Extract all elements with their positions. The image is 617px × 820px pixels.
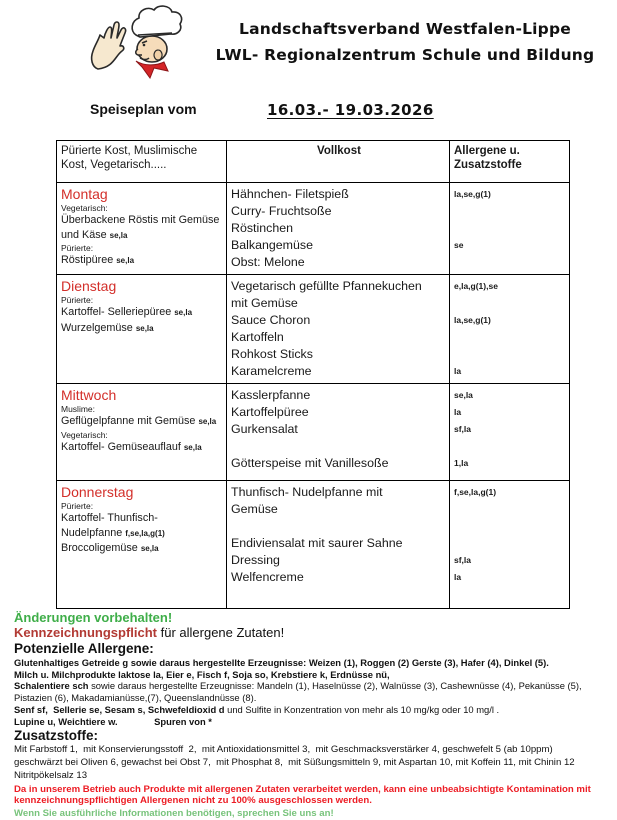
diet-type-label: Vegetarisch: [61,203,108,213]
dish-line: Dressing [231,553,280,567]
allergen-code-line [454,438,567,455]
chef-logo [84,5,196,79]
day-label: Mittwoch [61,387,117,403]
dish-line: Röstinchen [231,221,293,235]
header-vollkost: Vollkost [227,141,450,183]
allergen-code-line [454,203,567,220]
diet-type-label: Pürierte: [61,243,94,253]
special-diets-cell [57,275,227,384]
special-diets-cell [57,384,227,481]
allergen-code-line: se [454,240,464,250]
allergen-code-line: sf,la [454,555,472,565]
org-title-line2: LWL- Regionalzentrum Schule und Bildung [215,46,595,64]
changes-note: Änderungen vorbehalten! [14,610,173,625]
day-label: Dienstag [61,278,117,294]
dish-line: Gemüse [231,502,278,516]
day-label: Montag [61,186,108,202]
additive-legend-line: geschwärzt bei Oliven 6, gewachst bei Obst 7, mit Phosphat 8, mit Süßungsmitteln 9, mit Aspartan 10, mit Koffein 11, mit Chinin 12 [14,757,575,769]
allergen-code-line [454,295,567,312]
allergen-code-line [454,535,567,552]
allergen-code: se,la [135,323,154,333]
diet-dish: Wurzelgemüse se,la [61,321,154,334]
menu-table-body [57,183,570,609]
day-label: Donnerstag [61,484,134,500]
allergen-code: se,la [109,230,128,240]
allergen-code-line [454,220,567,237]
labeling-note-bold: Kennzeichnungspflicht [14,625,157,640]
allergens-cell [450,275,570,384]
diet-dish: Geflügelpfanne mit Gemüse se,la [61,415,217,427]
additive-legend-line: Mit Farbstoff 1, mit Konservierungsstoff 2, mit Antioxidationsmittel 3, mit Geschmacksverstärker 4, geschwefelt 5 (ab 10ppm) [14,744,553,756]
diet-type-label: Pürierte: [61,295,94,305]
allergen-code-line: la [454,407,462,417]
allergen-code-line: la [454,366,462,376]
dish-line [231,438,447,455]
allergen-code: f,se,la,g(1) [125,528,165,538]
allergen-code: se,la [116,256,135,265]
dish-line: Endiviensalat mit saurer Sahne [231,536,403,550]
diet-dish: Kartoffel- Selleriepüree se,la [61,306,193,318]
allergen-code: se,la [174,308,193,317]
allergen-code: se,la [140,544,159,553]
menu-row-dienstag [57,275,570,384]
vollkost-cell [227,183,450,275]
allergen-code-line: sf,la [454,424,472,434]
chef-logo-graphic [84,5,196,79]
additive-legend-line: Nitritpökelsalz 13 [14,769,88,781]
dish-line: Vegetarisch gefüllte Pfannekuchen [231,279,422,293]
allergen-code-line [454,518,567,535]
menu-row-mittwoch [57,384,570,481]
diet-dish: Röstipüree se,la [61,254,135,266]
dish-line: Karamelcreme [231,364,312,378]
diet-type-label: Muslime: [61,404,96,414]
organization-title [215,16,595,68]
diet-dish: Broccoligemüse se,la [61,542,159,554]
additives-heading: Zusatzstoffe: [14,728,98,744]
dish-line: Götterspeise mit Vanillesoße [231,456,389,470]
allergen-legend-line: Schalentiere sch sowie daraus hergestellte Erzeugnisse: Mandeln (1), Haselnüsse (2), Walnüsse (3), Cashewnüsse (4), Pekanüsse (5), Pistazien (6), Makadamianüsse,(7), Queenslandnüsse (8). [14,680,585,704]
allergen-code: se,la [183,442,202,452]
allergen-code-line: la,se,g(1) [454,315,491,325]
allergen-code-line [454,329,567,346]
labeling-note-rest: für allergene Zutaten! [157,625,285,640]
dish-line [231,518,447,535]
allergen-code-line: se,la [454,390,473,400]
allergen-code-line: f,se,la,g(1) [454,487,497,497]
dish-line: Rohkost Sticks [231,347,313,361]
org-title-line1: Landschaftsverband Westfalen-Lippe [239,20,571,38]
allergen-code-line: la [454,572,462,582]
allergen-code: se,la [198,417,217,426]
special-diets-cell [57,481,227,609]
diet-dish: Nudelpfanne f,se,la,g(1) [61,526,165,539]
allergen-code-line: la,se,g(1) [454,189,491,199]
dish-line: Balkangemüse [231,238,313,252]
contamination-warning: Da in unserem Betrieb auch Produkte mit allergenen Zutaten verarbeitet werden, kann eine unbeabsichtigte Kontamination mit kennzeichnungspflichtigen Allergenen nicht zu 100% ausgeschlossen werden. [14,783,591,807]
vollkost-cell [227,481,450,609]
footer-notes [14,610,614,820]
allergens-cell [450,183,570,275]
diet-dish: Kartoffel- Thunfisch- [61,512,158,524]
header-allergens: Allergene u. Zusatzstoffe [450,141,570,183]
dish-line: mit Gemüse [231,296,298,310]
diet-dish: Überbackene Röstis mit Gemüse und Käse se,la [61,214,220,241]
vollkost-cell [227,384,450,481]
diet-dish: Kartoffel- Gemüseauflauf se,la [61,440,202,453]
allergen-legend-line: Glutenhaltiges Getreide g sowie daraus hergestellte Erzeugnisse: Weizen (1), Roggen (2) Gerste (3), Hafer (4), Dinkel (5). [14,657,549,668]
date-range: 16.03.- 19.03.2026 [267,101,434,119]
header-row [57,141,570,183]
special-diets-cell [57,183,227,275]
menu-row-montag [57,183,570,275]
dish-line: Curry- Fruchtsoße [231,204,332,218]
allergen-code-line [454,254,567,271]
allergens-cell [450,481,570,609]
dish-line: Sauce Choron [231,313,311,327]
diet-type-label: Vegetarisch: [61,429,108,440]
dish-line: Obst: Melone [231,255,305,269]
vollkost-cell [227,275,450,384]
diet-type-label: Pürierte: [61,501,94,511]
allergen-code-line [454,346,567,363]
menu-table [56,140,570,609]
dish-line: Kasslerpfanne [231,388,311,402]
dish-line: Gurkensalat [231,422,298,436]
allergen-legend-line: Senf sf, Sellerie se, Sesam s, Schwefeldioxid d und Sulfite in Konzentration von mehr als 10 mg/kg oder 10 mg/l . [14,703,500,715]
labeling-note [14,625,614,640]
dish-line: Kartoffeln [231,330,284,344]
allergen-legend-line: Milch u. Milchprodukte laktose la, Eier e, Fisch f, Soja so, Krebstiere k, Erdnüsse nü, [14,668,390,680]
dish-line: Kartoffelpüree [231,405,309,419]
allergen-code-line: e,la,g(1),se [454,281,498,291]
dish-line: Welfencreme [231,570,304,584]
menu-table-header [57,141,570,183]
dish-line: Hähnchen- Filetspieß [231,187,349,201]
allergen-legend-line: Lupine u, Weichtiere w. Spuren von * [14,715,212,727]
plan-label: Speiseplan vom [90,101,197,117]
menu-row-donnerstag [57,481,570,609]
header-special-diets: Pürierte Kost, Muslimische Kost, Vegetarisch..... [57,141,227,183]
allergen-code-line [454,501,567,518]
allergens-cell [450,384,570,481]
allergens-heading: Potenzielle Allergene: [14,641,154,656]
allergen-code-line: 1,la [454,458,469,468]
info-note: Wenn Sie ausführliche Informationen benötigen, sprechen Sie uns an! [14,808,334,820]
dish-line: Thunfisch- Nudelpfanne mit [231,485,383,499]
